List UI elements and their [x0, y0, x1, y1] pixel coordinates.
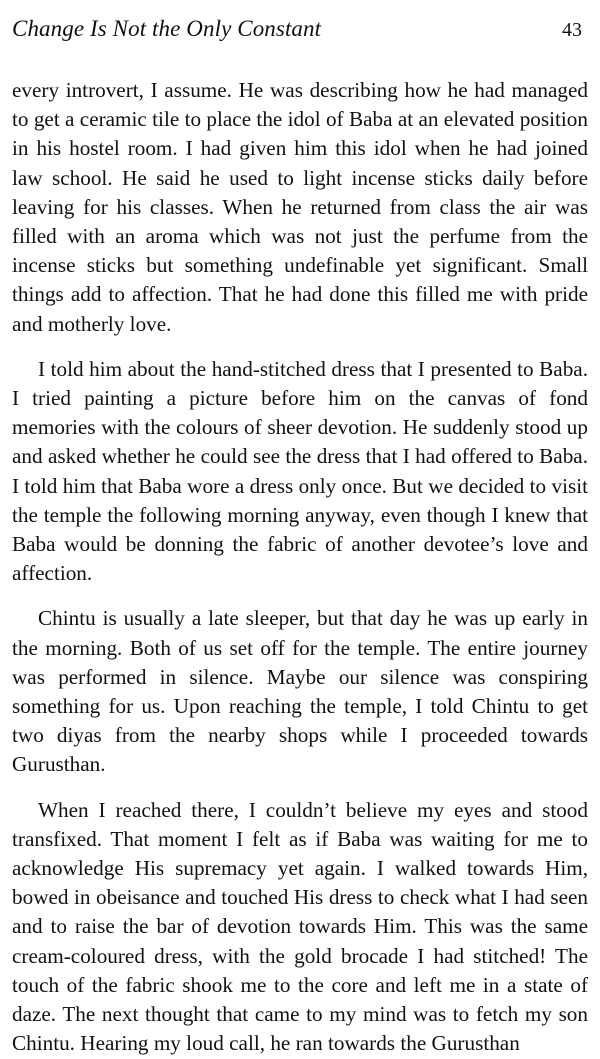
paragraph-2: I told him about the hand-stitched dress that I presented to Baba. I tried painting a picture before him on the canvas of fond memories with the colours of sheer devotion. He suddenly stood up and asked whether he could see the dress that I had offered to Baba. I told him that Baba wore a dress only once. But we decided to visit the temple the following morning anyway, even though I knew that Baba would be donning the fabric of another devotee’s love and affection.	[12, 356, 588, 586]
running-head: Change Is Not the Only Constant	[12, 16, 322, 41]
body-text	[12, 76, 588, 1059]
paragraph-4: When I reached there, I couldn’t believe my eyes and stood transfixed. That moment I felt as if Baba was waiting for me to acknowledge His supremacy yet again. I walked towards Him, bowed in obeisance and touched His dress to check what I had seen and to raise the bar of devotion towards Him. This was the same cream-coloured dress, with the gold brocade I had stitched! The touch of the fabric shook me to the core and left me in a state of daze. The next thought that came to my mind was to fetch my son Chintu. Hearing my loud call, he ran towards the Gurusthan	[12, 797, 588, 1056]
page-number: 43	[562, 19, 582, 41]
page-header	[12, 16, 588, 50]
paragraph-3: Chintu is usually a late sleeper, but that day he was up early in the morning. Both of us set off for the temple. The entire journey was performed in silence. Maybe our silence was conspiring something for us. Upon reaching the temple, I told Chintu to get two diyas from the nearby shops while I proceeded towards Gurusthan.	[12, 606, 588, 777]
paragraph-1: every introvert, I assume. He was describing how he had managed to get a ceramic tile to place the idol of Baba at an elevated position in his hostel room. I had given him this idol when he had joined law school. He said he used to light incense sticks daily before leaving for his classes. When he returned from class the air was filled with an aroma which was not just the perfume from the incense sticks but something undefinable yet significant. Small things add to affection. That he had done this filled me with pride and motherly love.	[12, 78, 588, 336]
